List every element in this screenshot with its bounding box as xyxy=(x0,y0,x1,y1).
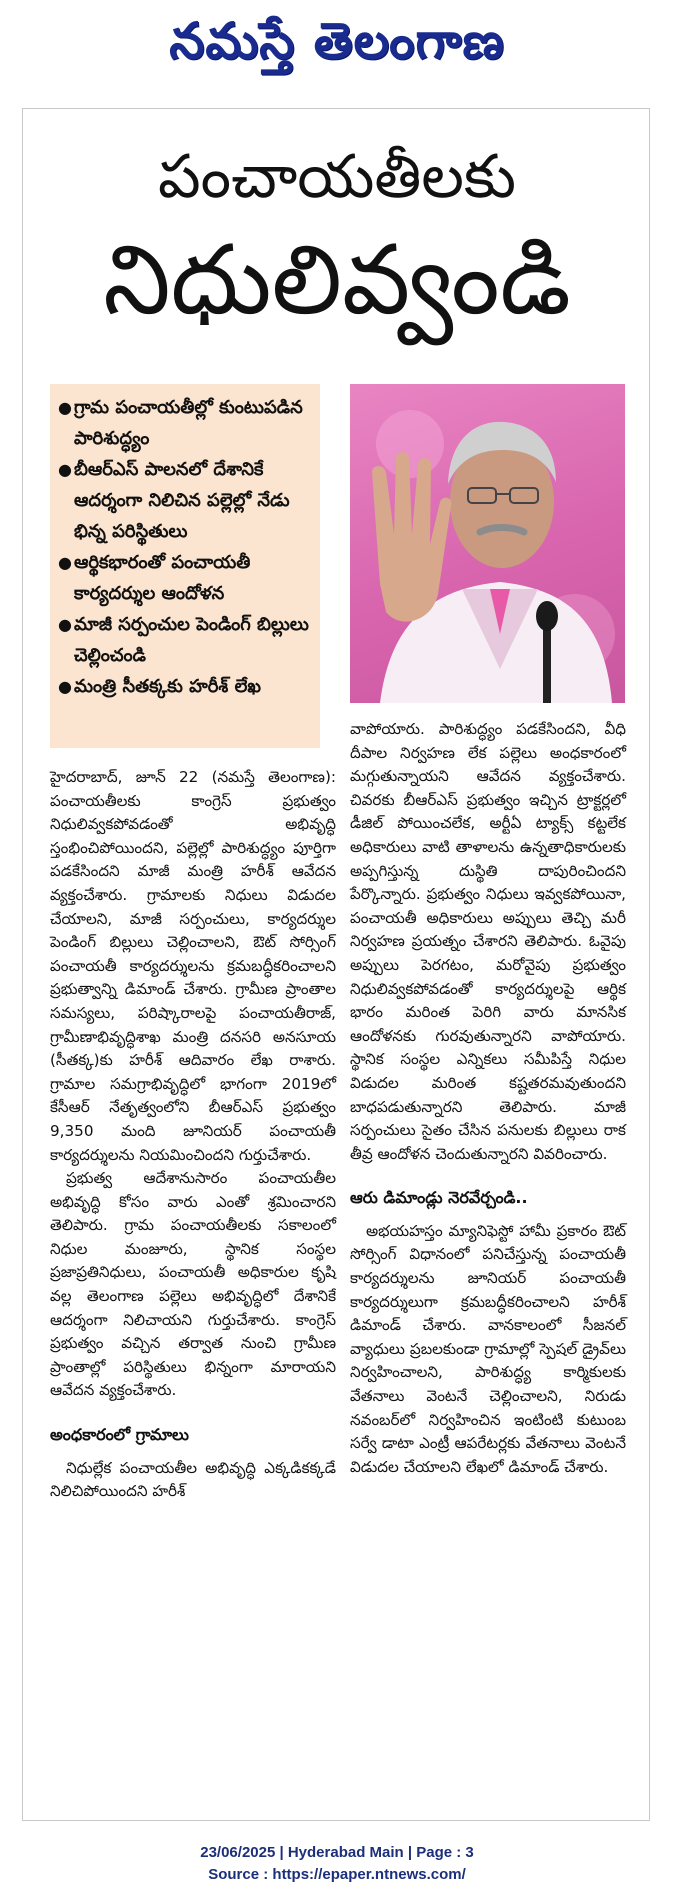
highlights-box xyxy=(50,384,320,748)
news-photo xyxy=(350,384,625,703)
bullet-icon: ● xyxy=(58,677,72,696)
subheading: ఆరు డిమాండ్లు నెరవేర్చండి.. xyxy=(350,1188,528,1208)
bullet-icon: ● xyxy=(58,553,72,572)
highlight-item: ● గ్రామ పంచాయతీల్లో కుంటుపడిన పారిశుద్ధ్యం xyxy=(58,392,314,454)
article-paragraph: హైదరాబాద్, జూన్ 22 (నమస్తే తెలంగాణ): పంచాయతీలకు కాంగ్రెస్ ప్రభుత్వం నిధులివ్వకపోవడంతో అభివృద్ధి స్తంభించిపోయిందని, పల్లెల్లో పారిశుద్ధ్యం పూర్తిగా పడకేసిందని మాజీ మంత్రి హరీశ్ ఆవేదన వ్యక్తంచేశారు. గ్రామాలకు నిధులు విడుదల చేయాలని, మాజీ సర్పంచులు, కార్యదర్శుల పెండింగ్ బిల్లులు చెల్లించాలని, ఔట్ సోర్సింగ్ పంచాయతీ కార్యదర్శులను క్రమబద్ధీకరించాలని ప్రభుత్వాన్ని డిమాండ్ చేశారు. గ్రామీణ ప్రాంతాల సమస్యలు, పరిష్కారాలపై పంచాయతీరాజ్, గ్రామీణాభివృద్ధిశాఖ మంత్రి దనసరి అనసూయ (సీతక్క)కు హరీశ్ ఆదివారం లేఖ రాశారు. గ్రామాల సమగ్రాభివృద్ధిలో భాగంగా 2019లో కేసీఆర్ నేతృత్వంలోని బీఆర్ఎస్ ప్రభుత్వం 9,350 మంది జూనియర్ పంచాయతీ కార్యదర్శులను నియమించిందని గుర్తుచేశారు. xyxy=(50,768,336,1164)
headline-line-2: నిధులివ్వండి xyxy=(103,224,571,336)
bullet-icon: ● xyxy=(58,460,72,479)
masthead-logo: నమస్తే తెలంగాణ xyxy=(169,11,505,70)
subheading: అంధకారంలో గ్రామాలు xyxy=(50,1425,189,1445)
person-photo-icon xyxy=(350,384,625,703)
highlight-item: ● ఆర్థికభారంతో పంచాయతీ కార్యదర్శుల ఆందోళన xyxy=(58,547,314,609)
highlight-item: ● మాజీ సర్పంచుల పెండింగ్ బిల్లులు చెల్లించండి xyxy=(58,609,314,671)
highlight-item: ● బీఆర్ఎస్ పాలనలో దేశానికే ఆదర్శంగా నిలిచిన పల్లెల్లో నేడు భిన్న పరిస్థితులు xyxy=(58,454,314,547)
headline-line-1: పంచాయతీలకు xyxy=(158,142,516,212)
article-column-1 xyxy=(50,766,336,1504)
bullet-icon: ● xyxy=(58,398,72,417)
article-paragraph: ప్రభుత్వ ఆదేశానుసారం పంచాయతీల అభివృద్ధి కోసం వారు ఎంతో శ్రమించారని తెలిపారు. గ్రామ పంచాయతీలకు సకాలంలో నిధుల మంజూరు, స్థానిక సంస్థల ప్రజాప్రతినిధులు, పంచాయతీ అధికారుల కృషి వల్ల తెలంగాణ పల్లెలు అభివృద్ధిలో దేశానికే ఆదర్శంగా నిలిచాయని గుర్తుచేశారు. కాంగ్రెస్ ప్రభుత్వం వచ్చిన తర్వాత నుంచి గ్రామీణ ప్రాంతాల్లో పరిస్థితులు భిన్నంగా మారాయని ఆవేదన వ్యక్తంచేశారు. xyxy=(50,1169,336,1400)
highlight-item: ● మంత్రి సీతక్కకు హరీశ్ లేఖ xyxy=(58,671,314,702)
article-column-2 xyxy=(350,718,626,1479)
article-paragraph: అభయహస్తం మ్యానిఫెస్టో హామీ ప్రకారం ఔట్ సోర్సింగ్ విధానంలో పనిచేస్తున్న పంచాయతీ కార్యదర్శులను జూనియర్ పంచాయతీ కార్యదర్శులుగా క్రమబద్ధీకరించాలని హరీశ్ డిమాండ్ చేశారు. వానకాలంలో సీజనల్ వ్యాధులు ప్రబలకుండా గ్రామాల్లో స్పెషల్ డ్రైవ్‌లు నిర్వహించాలని, పారిశుద్ధ్య కార్మికులకు వేతనాలు వెంటనే చెల్లించాలని, నిరుడు నవంబర్‌లో నిర్వహించిన ఇంటింటి కుటుంబ సర్వే డాటా ఎంట్రీ ఆపరేటర్లకు వేతనాలు వెంటనే విడుదల చేయాలని లేఖలో డిమాండ్ చేశారు. xyxy=(350,1221,626,1476)
footer-date-edition: 23/06/2025 | Hyderabad Main | Page : 3 xyxy=(200,1844,474,1861)
footer-source-link[interactable]: Source : https://epaper.ntnews.com/ xyxy=(208,1866,466,1883)
article-paragraph: వాపోయారు. పారిశుద్ధ్యం పడకేసిందని, వీధి దీపాల నిర్వహణ లేక పల్లెలు అంధకారంలో మగ్గుతున్నాయని ఆవేదన వ్యక్తంచేశారు. చివరకు బీఆర్ఎస్ ప్రభుత్వం ఇచ్చిన ట్రాక్టర్లలో డీజిల్ పోయించలేక, అర్టీఏ ట్యాక్స్ కట్టలేక అధికారులు వాటి తాళాలను ఉన్నతాధికారులకు అప్పగిస్తున్న దుస్థితి దాపురించిందని పేర్కొన్నారు. ప్రభుత్వం నిధులు ఇవ్వకపోయినా, పంచాయతీ అధికారులు అప్పులు తెచ్చి మరీ నిర్వహణ ప్రయత్నం చేశారని తెలిపారు. ఓవైపు అప్పులు పెరగటం, మరోవైపు ప్రభుత్వం నిధులివ్వకపోవడంతో కార్యదర్శులపై ఆర్థిక భారం మరింత పెరిగి వారు మానసిక ఆందోళనకు గురవుతున్నారని వాపోయారు. స్థానిక సంస్థల ఎన్నికలు సమీపిస్తే నిధుల విడుదల మరింత కష్టతరమవుతుందని బాధపడుతున్నారని తెలిపారు. మాజీ సర్పంచులు సైతం చేసిన పనులకు బిల్లులు రాక తీవ్ర ఆందోళన చెందుతున్నారని వివరించారు. xyxy=(350,720,626,1163)
bullet-icon: ● xyxy=(58,615,72,634)
article-paragraph: నిధుల్లేక పంచాయతీల అభివృద్ధి ఎక్కడికక్కడే నిలిచిపోయిందని హరీశ్ xyxy=(50,1458,336,1501)
